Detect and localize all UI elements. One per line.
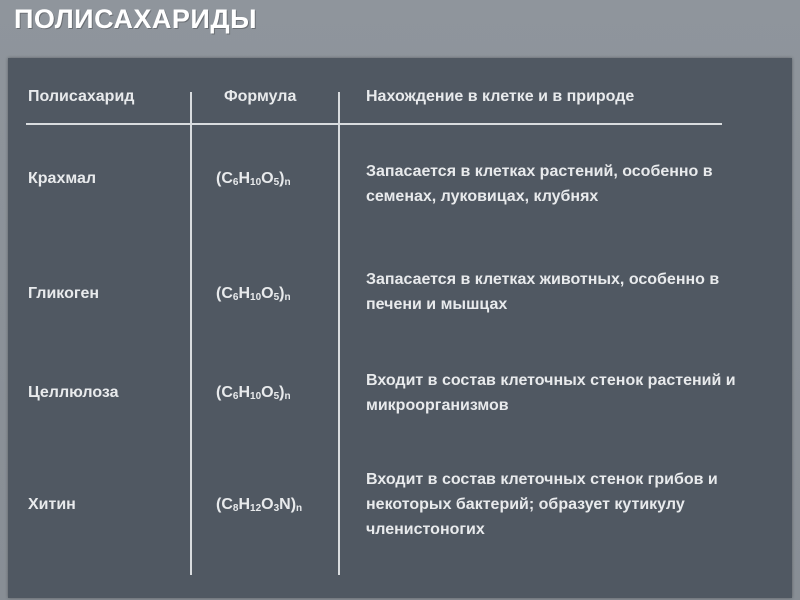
column-divider-2 [338, 92, 340, 575]
slide-title: ПОЛИСАХАРИДЫ [14, 4, 258, 34]
row-formula: $(C_8H_{12}O_3N)_n$ [216, 496, 303, 514]
row-formula: $(C_6H_{10}O_5)_n$ [216, 384, 291, 402]
row-description: Запасается в клетках растений, особенно в семенах, луковицах, клубнях [366, 163, 713, 205]
row-description: Запасается в клетках животных, особенно в печени и мышцах [366, 271, 720, 313]
header-polysaccharide: Полисахарид [28, 88, 135, 105]
row-formula: $(C_6H_{10}O_5)_n$ [216, 285, 291, 303]
row-description: Входит в состав клеточных стенок растений и микроорганизмов [366, 372, 736, 414]
row-name: Целлюлоза [28, 384, 119, 401]
header-formula: Формула [224, 88, 297, 105]
row-name: Хитин [28, 496, 76, 513]
row-name: Крахмал [28, 170, 97, 187]
polysaccharides-table [8, 58, 792, 598]
header-location: Нахождение в клетке и в природе [366, 88, 635, 105]
row-name: Гликоген [28, 285, 100, 302]
row-formula: $(C_6H_{10}O_5)_n$ [216, 170, 291, 188]
row-description: Входит в состав клеточных стенок грибов и некоторых бактерий; образует кутикулу членистоногих [366, 471, 718, 538]
column-divider-1 [190, 92, 192, 575]
header-divider [26, 123, 722, 125]
